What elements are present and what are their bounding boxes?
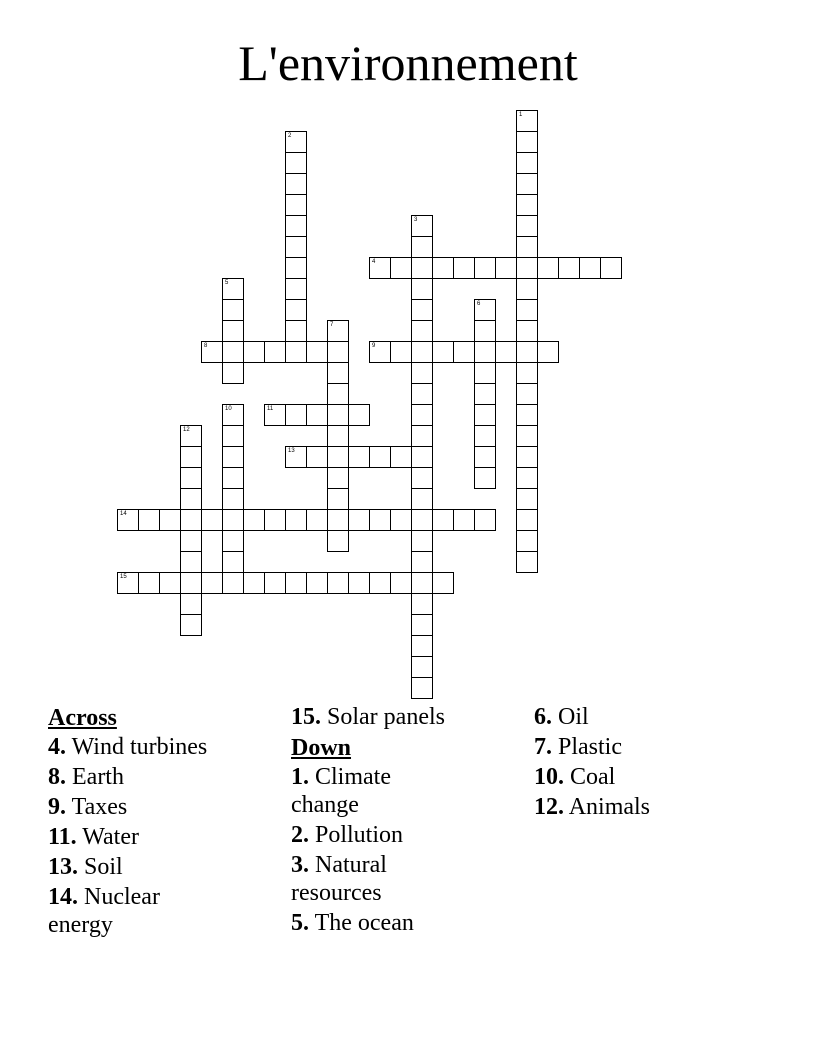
grid-cell[interactable] xyxy=(453,341,475,363)
cell-number: 7 xyxy=(330,322,334,328)
cell-number: 2 xyxy=(288,133,292,139)
grid-cell[interactable] xyxy=(285,572,307,594)
grid-cell[interactable] xyxy=(579,257,601,279)
grid-cell[interactable] xyxy=(411,320,433,342)
grid-cell[interactable] xyxy=(180,593,202,615)
grid-cell[interactable] xyxy=(432,257,454,279)
grid-cell[interactable] xyxy=(348,404,370,426)
grid-cell[interactable] xyxy=(411,488,433,510)
grid-cell[interactable] xyxy=(516,131,538,153)
grid-cell[interactable] xyxy=(474,467,496,489)
across-clue-4: 4. Wind turbines xyxy=(48,734,208,760)
grid-cell[interactable] xyxy=(432,341,454,363)
down-clue-10: 10. Coal xyxy=(534,764,616,790)
grid-cell[interactable] xyxy=(558,257,580,279)
grid-cell[interactable] xyxy=(411,425,433,447)
grid-cell[interactable] xyxy=(222,425,244,447)
grid-cell[interactable] xyxy=(327,320,349,342)
cell-number: 6 xyxy=(477,301,481,307)
grid-cell[interactable] xyxy=(327,425,349,447)
grid-cell[interactable] xyxy=(180,488,202,510)
cell-number: 13 xyxy=(288,448,295,454)
across-clue-11: 11. Water xyxy=(48,824,139,850)
grid-cell[interactable] xyxy=(117,509,139,531)
grid-cell[interactable] xyxy=(411,236,433,258)
grid-cell[interactable] xyxy=(390,446,412,468)
grid-cell[interactable] xyxy=(306,572,328,594)
grid-cell[interactable] xyxy=(138,572,160,594)
grid-cell[interactable] xyxy=(474,341,496,363)
grid-cell[interactable] xyxy=(264,404,286,426)
grid-cell[interactable] xyxy=(411,299,433,321)
grid-cell[interactable] xyxy=(306,509,328,531)
grid-cell[interactable] xyxy=(474,320,496,342)
grid-cell[interactable] xyxy=(327,530,349,552)
grid-cell[interactable] xyxy=(474,383,496,405)
grid-cell[interactable] xyxy=(369,446,391,468)
grid-cell[interactable] xyxy=(411,572,433,594)
grid-cell[interactable] xyxy=(516,110,538,132)
puzzle-title: L'environnement xyxy=(238,35,578,91)
grid-cell[interactable] xyxy=(180,425,202,447)
grid-cell[interactable] xyxy=(411,614,433,636)
grid-cell[interactable] xyxy=(516,341,538,363)
grid-cell[interactable] xyxy=(306,404,328,426)
grid-cell[interactable] xyxy=(243,341,265,363)
down-clue-2: 2. Pollution xyxy=(291,822,404,848)
grid-cell[interactable] xyxy=(285,194,307,216)
grid-cell[interactable] xyxy=(327,509,349,531)
down-clue-3: 3. Natural resources xyxy=(291,852,387,906)
grid-cell[interactable] xyxy=(411,530,433,552)
down-clue-5: 5. The ocean xyxy=(291,910,414,936)
grid-cell[interactable] xyxy=(264,341,286,363)
grid-cell[interactable] xyxy=(411,215,433,237)
grid-cell[interactable] xyxy=(516,446,538,468)
cell-number: 12 xyxy=(183,427,190,433)
grid-cell[interactable] xyxy=(390,257,412,279)
down-clue-1: 1. Climate change xyxy=(291,764,391,818)
grid-cell[interactable] xyxy=(222,488,244,510)
grid-cell[interactable] xyxy=(285,446,307,468)
cell-number: 5 xyxy=(225,280,229,286)
grid-cell[interactable] xyxy=(180,467,202,489)
grid-cell[interactable] xyxy=(516,488,538,510)
grid-cell[interactable] xyxy=(516,530,538,552)
clue-column-3 xyxy=(534,703,769,823)
grid-cell[interactable] xyxy=(516,362,538,384)
grid-cell[interactable] xyxy=(117,572,139,594)
grid-cell[interactable] xyxy=(285,236,307,258)
grid-cell[interactable] xyxy=(369,257,391,279)
grid-cell[interactable] xyxy=(222,299,244,321)
grid-cell[interactable] xyxy=(201,572,223,594)
grid-cell[interactable] xyxy=(411,341,433,363)
grid-cell[interactable] xyxy=(285,320,307,342)
grid-cell[interactable] xyxy=(222,278,244,300)
grid-cell[interactable] xyxy=(411,278,433,300)
grid-cell[interactable] xyxy=(516,509,538,531)
grid-cell[interactable] xyxy=(411,404,433,426)
grid-cell[interactable] xyxy=(285,215,307,237)
grid-cell[interactable] xyxy=(411,677,433,699)
grid-cell[interactable] xyxy=(222,572,244,594)
grid-cell[interactable] xyxy=(516,173,538,195)
grid-cell[interactable] xyxy=(180,614,202,636)
grid-cell[interactable] xyxy=(348,446,370,468)
grid-cell[interactable] xyxy=(432,572,454,594)
grid-cell[interactable] xyxy=(537,257,559,279)
grid-cell[interactable] xyxy=(516,551,538,573)
cell-number: 4 xyxy=(372,259,376,265)
grid-cell[interactable] xyxy=(474,362,496,384)
grid-cell[interactable] xyxy=(369,572,391,594)
grid-cell[interactable] xyxy=(327,467,349,489)
grid-cell[interactable] xyxy=(327,341,349,363)
grid-cell[interactable] xyxy=(411,635,433,657)
grid-cell[interactable] xyxy=(180,572,202,594)
grid-cell[interactable] xyxy=(348,572,370,594)
grid-cell[interactable] xyxy=(180,446,202,468)
grid-cell[interactable] xyxy=(222,320,244,342)
cell-number: 3 xyxy=(414,217,418,223)
grid-cell[interactable] xyxy=(432,509,454,531)
grid-cell[interactable] xyxy=(222,509,244,531)
grid-cell[interactable] xyxy=(222,446,244,468)
grid-cell[interactable] xyxy=(285,278,307,300)
grid-cell[interactable] xyxy=(516,215,538,237)
grid-cell[interactable] xyxy=(516,383,538,405)
grid-cell[interactable] xyxy=(537,341,559,363)
grid-cell[interactable] xyxy=(474,446,496,468)
cell-number: 11 xyxy=(267,406,274,412)
grid-cell[interactable] xyxy=(411,509,433,531)
grid-cell[interactable] xyxy=(453,257,475,279)
grid-cell[interactable] xyxy=(390,509,412,531)
grid-cell[interactable] xyxy=(159,509,181,531)
grid-cell[interactable] xyxy=(327,446,349,468)
grid-cell[interactable] xyxy=(243,572,265,594)
down-clue-6: 6. Oil xyxy=(534,704,589,730)
grid-cell[interactable] xyxy=(285,131,307,153)
cell-number: 10 xyxy=(225,406,232,412)
grid-cell[interactable] xyxy=(411,446,433,468)
clue-column-1 xyxy=(48,703,283,941)
down-clue-7: 7. Plastic xyxy=(534,734,622,760)
grid-cell[interactable] xyxy=(306,341,328,363)
grid-cell[interactable] xyxy=(138,509,160,531)
grid-cell[interactable] xyxy=(453,509,475,531)
grid-cell[interactable] xyxy=(348,509,370,531)
grid-cell[interactable] xyxy=(474,299,496,321)
grid-cell[interactable] xyxy=(516,152,538,174)
grid-cell[interactable] xyxy=(411,257,433,279)
grid-cell[interactable] xyxy=(411,656,433,678)
grid-cell[interactable] xyxy=(474,404,496,426)
grid-cell[interactable] xyxy=(327,362,349,384)
grid-cell[interactable] xyxy=(285,257,307,279)
across-clue-13: 13. Soil xyxy=(48,854,123,880)
grid-cell[interactable] xyxy=(516,467,538,489)
down-clue-12: 12. Animals xyxy=(534,794,651,820)
grid-cell[interactable] xyxy=(516,194,538,216)
grid-cell[interactable] xyxy=(285,152,307,174)
grid-cell[interactable] xyxy=(390,572,412,594)
grid-cell[interactable] xyxy=(516,320,538,342)
grid-cell[interactable] xyxy=(222,404,244,426)
grid-cell[interactable] xyxy=(285,341,307,363)
grid-cell[interactable] xyxy=(285,404,307,426)
grid-cell[interactable] xyxy=(474,257,496,279)
grid-cell[interactable] xyxy=(243,509,265,531)
grid-cell[interactable] xyxy=(180,530,202,552)
grid-cell[interactable] xyxy=(516,236,538,258)
cell-number: 8 xyxy=(204,343,208,349)
grid-cell[interactable] xyxy=(306,446,328,468)
grid-cell[interactable] xyxy=(159,572,181,594)
grid-cell[interactable] xyxy=(411,593,433,615)
grid-cell[interactable] xyxy=(411,383,433,405)
across-heading: Across xyxy=(48,705,117,731)
grid-cell[interactable] xyxy=(411,467,433,489)
grid-cell[interactable] xyxy=(201,509,223,531)
grid-cell[interactable] xyxy=(285,509,307,531)
grid-cell[interactable] xyxy=(327,572,349,594)
grid-cell[interactable] xyxy=(264,509,286,531)
grid-cell[interactable] xyxy=(495,341,517,363)
cell-number: 14 xyxy=(120,511,127,517)
grid-cell[interactable] xyxy=(180,509,202,531)
down-heading: Down xyxy=(291,735,352,761)
grid-cell[interactable] xyxy=(390,341,412,363)
grid-cell[interactable] xyxy=(474,425,496,447)
grid-cell[interactable] xyxy=(327,383,349,405)
grid-cell[interactable] xyxy=(285,299,307,321)
grid-cell[interactable] xyxy=(264,572,286,594)
grid-cell[interactable] xyxy=(411,551,433,573)
grid-cell[interactable] xyxy=(495,257,517,279)
clue-column-2 xyxy=(291,703,526,939)
cell-number: 9 xyxy=(372,343,376,349)
cell-number: 15 xyxy=(120,574,127,580)
grid-cell[interactable] xyxy=(600,257,622,279)
grid-cell[interactable] xyxy=(327,404,349,426)
across-clue-15: 15. Solar panels xyxy=(291,704,445,730)
across-clue-8: 8. Earth xyxy=(48,764,124,790)
grid-cell[interactable] xyxy=(474,509,496,531)
grid-cell[interactable] xyxy=(180,551,202,573)
cell-number: 1 xyxy=(519,112,523,118)
grid-cell[interactable] xyxy=(516,278,538,300)
grid-cell[interactable] xyxy=(222,467,244,489)
grid-cell[interactable] xyxy=(516,299,538,321)
grid-cell[interactable] xyxy=(201,341,223,363)
grid-cell[interactable] xyxy=(327,488,349,510)
grid-cell[interactable] xyxy=(516,257,538,279)
grid-cell[interactable] xyxy=(222,362,244,384)
grid-cell[interactable] xyxy=(369,509,391,531)
grid-cell[interactable] xyxy=(222,530,244,552)
grid-cell[interactable] xyxy=(369,341,391,363)
across-clue-14: 14. Nuclear energy xyxy=(48,884,160,938)
grid-cell[interactable] xyxy=(516,425,538,447)
grid-cell[interactable] xyxy=(516,404,538,426)
grid-cell[interactable] xyxy=(222,551,244,573)
grid-cell[interactable] xyxy=(411,362,433,384)
grid-cell[interactable] xyxy=(285,173,307,195)
grid-cell[interactable] xyxy=(222,341,244,363)
across-clue-9: 9. Taxes xyxy=(48,794,128,820)
